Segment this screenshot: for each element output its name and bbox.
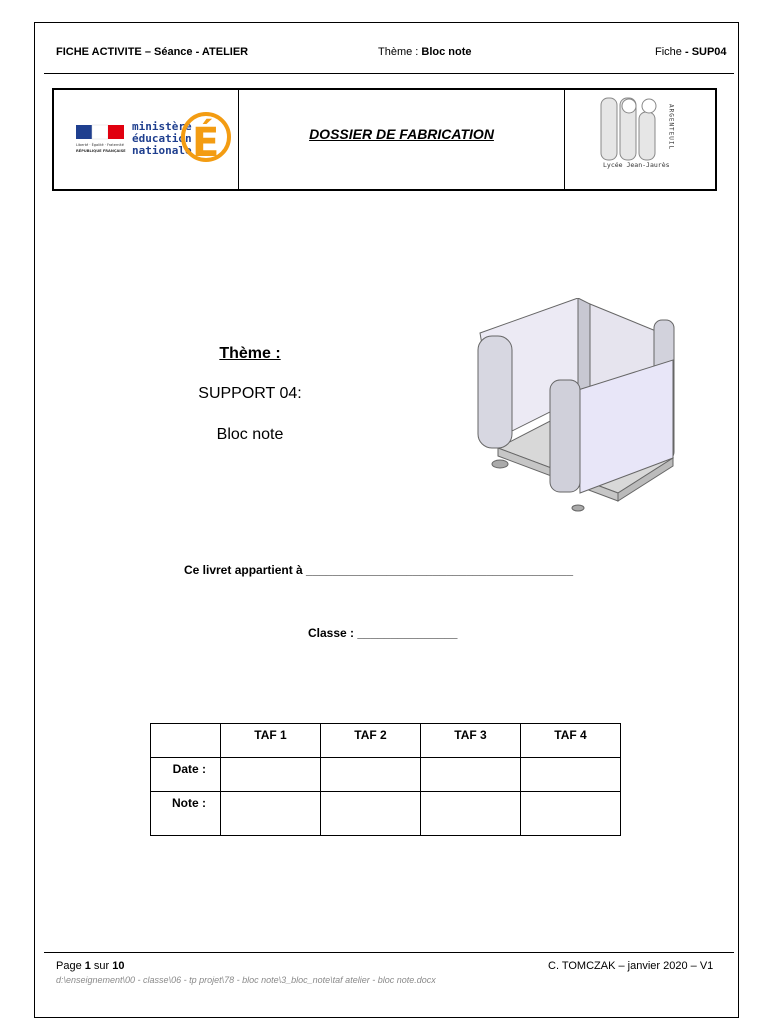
lycee-caption: Lycée Jean-Jaurès: [603, 161, 670, 169]
owner-field: Ce livret appartient à ________________________________________: [184, 563, 573, 577]
ministere-text-2: éducation: [132, 132, 192, 145]
date-cell: [321, 758, 421, 792]
rf-label: RÉPUBLIQUE FRANÇAISE: [76, 149, 126, 153]
header-fiche: Fiche - SUP04: [655, 46, 727, 58]
ministere-letter: É: [192, 120, 220, 166]
note-cell: [221, 792, 321, 836]
taf-header: TAF 1: [221, 724, 321, 758]
header-activity: FICHE ACTIVITE – Séance - ATELIER: [56, 46, 249, 58]
taf-header: TAF 2: [321, 724, 421, 758]
note-cell: [521, 792, 621, 836]
rf-motto: Liberté · Égalité · Fraternité: [76, 143, 124, 147]
table-row: [151, 758, 621, 792]
table-row: [151, 792, 621, 836]
lycee-logo: [565, 90, 715, 189]
bloc-note-illustration: [468, 298, 698, 523]
title-center: [239, 90, 565, 189]
page-number: Page 1 sur 10: [56, 960, 125, 972]
product-name: Bloc note: [216, 426, 284, 443]
file-path: d:\enseignement\00 - classe\06 - tp projet\78 - bloc note\3_bloc_note\taf atelier - bloc note.docx: [56, 975, 436, 985]
header-theme: Thème : Bloc note: [378, 46, 472, 58]
ministere-text-1: ministère: [132, 120, 192, 133]
title-box: [52, 88, 717, 191]
taf-header: TAF 4: [521, 724, 621, 758]
table-header-row: [151, 724, 621, 758]
header-divider: [44, 73, 734, 74]
ministere-text-3: nationale: [132, 144, 192, 157]
lycee-city: ARGENTEUIL: [667, 104, 675, 151]
author-date: C. TOMCZAK – janvier 2020 – V1: [548, 960, 714, 972]
footer-divider: [44, 952, 734, 953]
taf-header: TAF 3: [421, 724, 521, 758]
date-cell: [421, 758, 521, 792]
ministere-logo: [54, 90, 239, 189]
document-title: DOSSIER DE FABRICATION: [309, 126, 494, 142]
note-cell: [421, 792, 521, 836]
taf-table: [150, 723, 621, 836]
class-field: Classe : _______________: [308, 626, 458, 640]
table-corner-cell: [151, 724, 221, 758]
date-cell: [221, 758, 321, 792]
date-cell: [521, 758, 621, 792]
date-label: Date :: [151, 758, 221, 792]
support-number: SUPPORT 04:: [198, 385, 302, 402]
note-cell: [321, 792, 421, 836]
note-label: Note :: [151, 792, 221, 836]
theme-label: Thème :: [219, 345, 281, 362]
